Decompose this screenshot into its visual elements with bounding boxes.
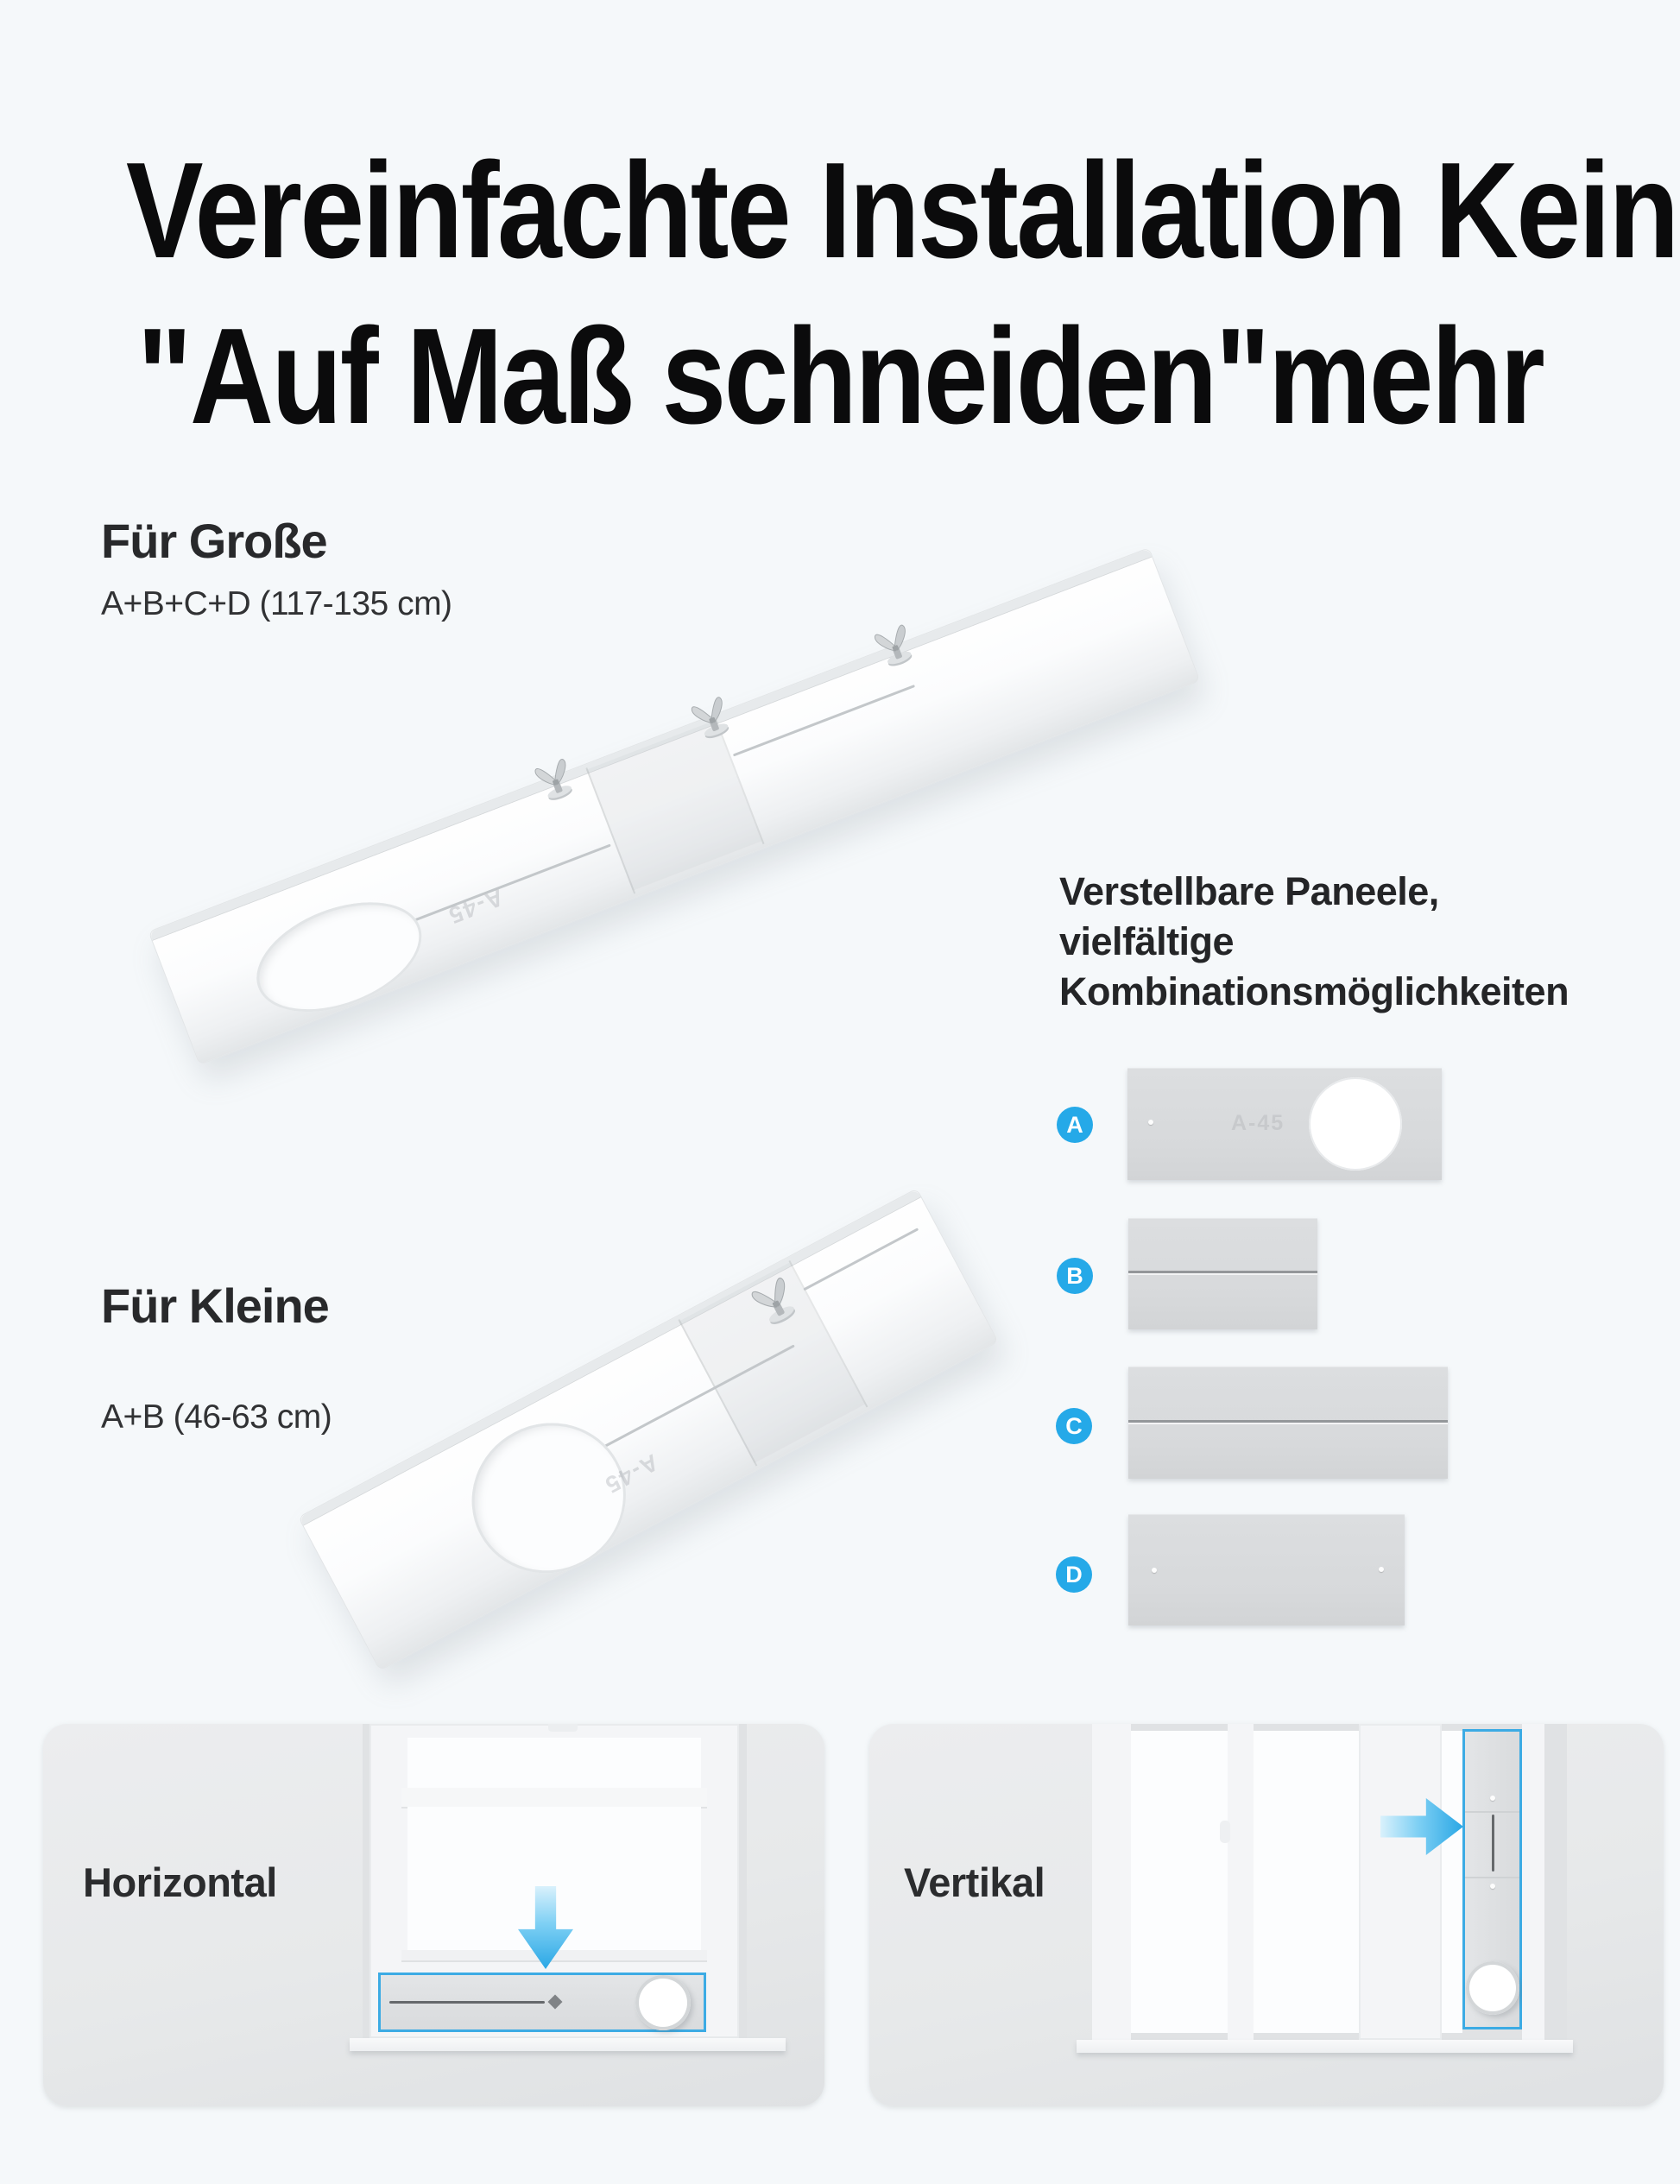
panel-seam: [1465, 1811, 1519, 1813]
right-jamb: [1522, 1724, 1544, 2040]
panel-b: [1128, 1218, 1317, 1329]
section-small-range: A+B (46-63 cm): [101, 1398, 332, 1436]
panel-a-letter: A: [1066, 1111, 1083, 1138]
window-sill: [1077, 2040, 1573, 2053]
seal-panel-vertical: [1462, 1729, 1522, 2029]
glass-pane: [1254, 1731, 1359, 2033]
glass-pane: [1131, 1731, 1228, 2033]
screw-pin: [1379, 1567, 1384, 1572]
sash-stile: [1359, 1724, 1442, 2040]
center-stile: [1228, 1724, 1254, 2040]
upper-glass: [407, 1738, 701, 1788]
slide-slot: [1492, 1815, 1494, 1872]
vertical-install-card: [869, 1724, 1664, 2106]
window-sill: [350, 2038, 786, 2051]
sash-handle: [1220, 1821, 1230, 1843]
adjustable-line-2: vielfältige: [1059, 919, 1235, 963]
section-large-range: A+B+C+D (117-135 cm): [101, 585, 452, 622]
large-panel-assembly: [148, 547, 1201, 1065]
sash-lock: [548, 1724, 578, 1732]
horizontal-label: Horizontal: [83, 1859, 277, 1905]
duct-hole: [1309, 1077, 1402, 1171]
horizontal-install-card: [43, 1724, 824, 2106]
title-line-2: "Auf Maß schneiden"mehr: [136, 300, 1544, 452]
panel-c-letter: C: [1065, 1412, 1083, 1439]
duct-hole: [1466, 1961, 1519, 2015]
slide-rod: [733, 685, 915, 756]
screw-pin: [1148, 1120, 1153, 1125]
adjustable-line-3: Kombinationsmöglichkeiten: [1059, 969, 1569, 1013]
panel-overlap: [586, 720, 761, 890]
glass-strip: [1442, 1731, 1462, 2033]
panel-d: [1128, 1514, 1405, 1625]
duct-hole: [241, 881, 437, 1033]
panel-c-badge: [1056, 1408, 1092, 1444]
title-line-1: Vereinfachte Installation Kein: [125, 134, 1677, 287]
adjustable-panels-text: [1059, 867, 1569, 1017]
panel-groove: [1128, 1420, 1448, 1423]
panel-c: [1128, 1367, 1448, 1479]
panel-b-badge: [1057, 1258, 1093, 1294]
wing-nut-icon: [523, 748, 586, 810]
middle-rail: [401, 1788, 707, 1808]
panel-marking: A-45: [444, 884, 508, 930]
adjustable-line-1: Verstellbare Paneele,: [1059, 869, 1439, 913]
seal-panel-horizontal: [378, 1973, 706, 2032]
slide-slot: [389, 2001, 545, 2004]
panel-a-badge: [1057, 1107, 1093, 1143]
panel-groove: [1128, 1271, 1317, 1273]
panel-seam: [1465, 1877, 1519, 1878]
section-small-heading: Für Kleine: [101, 1278, 329, 1333]
panel-marking: A-45: [1231, 1111, 1285, 1135]
wing-nut-icon: [862, 615, 925, 676]
page-title: [125, 128, 1677, 459]
panel-d-badge: [1056, 1556, 1092, 1593]
left-jamb: [1092, 1724, 1131, 2040]
panel-a: [1127, 1068, 1442, 1180]
vertical-label: Vertikal: [904, 1859, 1045, 1905]
panel-d-letter: D: [1065, 1561, 1083, 1588]
duct-hole: [635, 1975, 691, 2030]
panel-b-letter: B: [1066, 1262, 1083, 1289]
panel-marking: A-45: [599, 1449, 663, 1499]
screw-pin: [1490, 1796, 1495, 1801]
section-large-heading: Für Große: [101, 514, 327, 568]
screw-pin: [1152, 1568, 1157, 1573]
screw-pin: [1490, 1884, 1495, 1889]
slide-knob: [548, 1995, 563, 2010]
slide-rod: [803, 1228, 919, 1291]
small-panel-assembly: [298, 1188, 999, 1671]
